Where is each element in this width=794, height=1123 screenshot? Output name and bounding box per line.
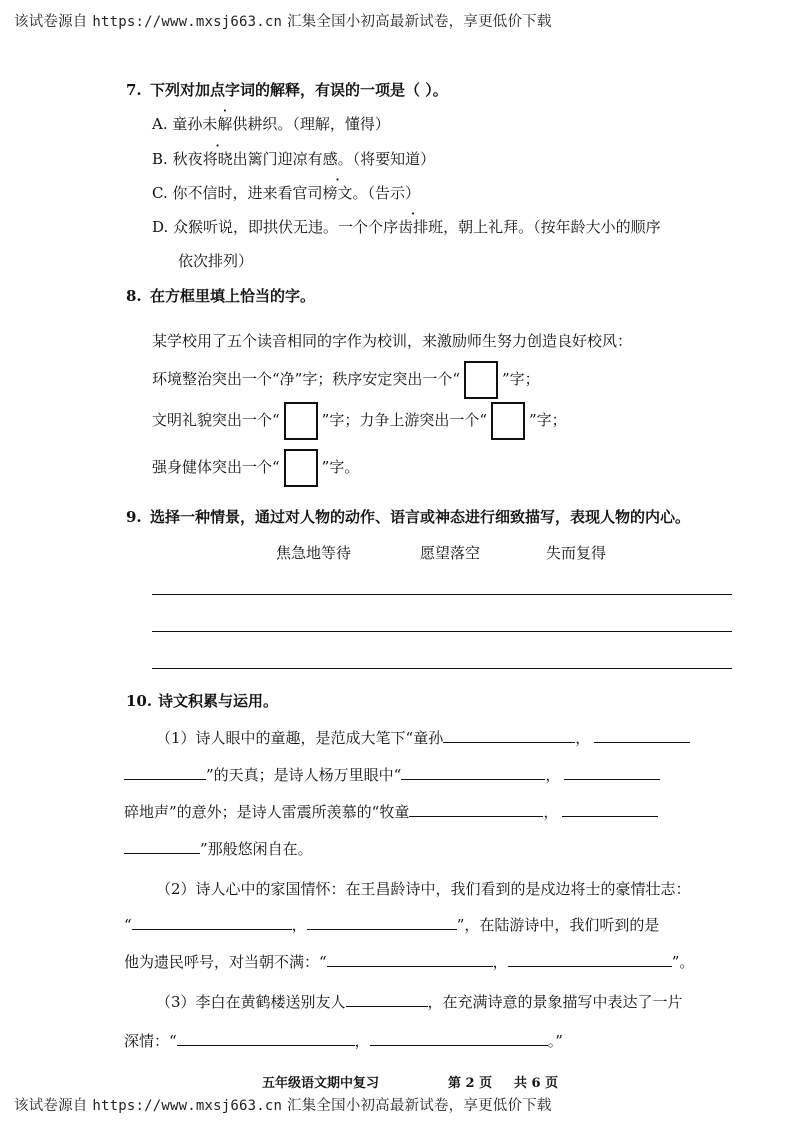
q9-choice-1: 焦急地等待	[276, 544, 352, 562]
question-text: 选择一种情景，通过对人物的动作、语言或神态进行细致描写，表现人物的内心。	[150, 508, 691, 526]
watermark-top	[14, 10, 552, 31]
q10-text: 。”	[547, 1032, 563, 1050]
dotted-word: 将晓	[202, 150, 233, 168]
option-prefix: A.	[152, 115, 168, 133]
q10-text: ”那般悠闲自在。	[200, 840, 313, 858]
option-text: 出篱门迎凉有感。（将要知道）	[232, 150, 436, 168]
q10-p3-line-2	[124, 1030, 563, 1051]
option-text: 。（告示）	[352, 184, 421, 202]
q8-line-3	[152, 448, 359, 487]
option-prefix: C.	[152, 184, 168, 202]
writing-line[interactable]	[152, 631, 732, 632]
question-7-title	[126, 79, 448, 100]
q10-text: 碎地声”的意外；是诗人雷震所羡慕的“牧童	[124, 803, 410, 821]
q10-text: ”的天真；是诗人杨万里眼中“	[206, 766, 402, 784]
q10-text: （1）诗人眼中的童趣，是范成大笔下“童孙	[156, 729, 444, 747]
q10-text: 深情：“	[124, 1032, 177, 1050]
q10-text: ，	[492, 953, 508, 971]
q7-option-d	[152, 216, 661, 237]
option-text: ，朝上礼拜。（按年龄大小的顺序	[443, 218, 661, 236]
q10-text: （3）李白在黄鹤楼送别友人	[156, 993, 346, 1011]
q8-text: ”字。	[321, 458, 360, 476]
question-8-title	[126, 285, 315, 306]
watermark-tail: 汇集全国小初高最新试卷，享更低价下载	[286, 1098, 552, 1114]
dotted-word: 榜文	[322, 184, 353, 202]
q10-p3-line-1	[156, 991, 683, 1012]
q7-option-c	[152, 182, 420, 203]
answer-blank[interactable]	[594, 728, 690, 743]
answer-blank[interactable]	[307, 915, 457, 930]
option-text: 你不信时，进来看官司	[172, 184, 323, 202]
q9-choice-2: 愿望落空	[420, 544, 481, 562]
option-text: 秋夜	[172, 150, 203, 168]
question-text: 下列对加点字词的解释，有误的一项是（ ）。	[150, 81, 448, 99]
q10-p1-line-2	[124, 764, 660, 785]
option-text: 供耕织。（理解，懂得）	[232, 115, 390, 133]
q10-text: ，	[545, 766, 561, 784]
q10-text: ”，在陆游诗中，我们听到的是	[456, 916, 660, 934]
option-text: 众猴听说，即拱伏无违。一个个	[173, 218, 384, 236]
footer-total: 共 6 页	[514, 1076, 559, 1091]
answer-blank[interactable]	[409, 802, 543, 817]
question-9-title	[126, 506, 690, 527]
q10-text: ，	[291, 916, 307, 934]
q8-text: 强身健体突出一个“	[152, 458, 280, 476]
q10-p1-line-3	[124, 801, 658, 822]
watermark-tail: 汇集全国小初高最新试卷，享更低价下载	[286, 14, 552, 30]
answer-blank[interactable]	[401, 765, 545, 780]
footer-subject: 五年级语文期中复习	[262, 1076, 380, 1091]
q8-text: ”字；	[502, 370, 540, 388]
q8-line-2	[152, 401, 567, 440]
answer-blank[interactable]	[443, 728, 575, 743]
q10-text: ，	[354, 1032, 370, 1050]
answer-blank[interactable]	[132, 915, 292, 930]
q10-text: ，	[575, 729, 591, 747]
watermark-url[interactable]: https://www.mxsj663.cn	[92, 1098, 283, 1114]
answer-blank[interactable]	[564, 765, 660, 780]
option-prefix: D.	[152, 218, 169, 236]
q8-text: ”字；力争上游突出一个“	[321, 411, 488, 429]
question-number: 9.	[126, 508, 142, 526]
watermark-label: 该试卷源自	[14, 1098, 88, 1114]
dotted-word: 序齿排班	[383, 218, 444, 236]
writing-line[interactable]	[152, 594, 732, 595]
q10-p1-line-1	[156, 727, 690, 748]
q8-text: 环境整治突出一个“净”字；秩序安定突出一个“	[152, 370, 461, 388]
q10-p1-line-4	[124, 838, 313, 859]
question-text: 在方框里填上恰当的字。	[150, 287, 316, 305]
answer-box[interactable]	[284, 449, 318, 487]
watermark-label: 该试卷源自	[14, 14, 88, 30]
q7-option-a	[152, 113, 390, 134]
q10-text: ，	[543, 803, 559, 821]
option-text: 童孙未	[172, 115, 218, 133]
writing-line[interactable]	[152, 668, 732, 669]
question-number: 7.	[126, 81, 142, 99]
question-text: 诗文积累与运用。	[158, 692, 279, 710]
q7-option-b	[152, 148, 435, 169]
dotted-word: 解	[217, 115, 233, 133]
q10-text: ，在充满诗意的景象描写中表达了一片	[427, 993, 683, 1011]
q10-p2-line-3	[124, 951, 694, 972]
answer-box[interactable]	[491, 402, 525, 440]
q7-option-d-continued: 依次排列）	[178, 252, 254, 270]
answer-blank[interactable]	[124, 765, 206, 780]
answer-box[interactable]	[284, 402, 318, 440]
answer-blank[interactable]	[508, 952, 672, 967]
q10-text: “	[124, 916, 132, 934]
q10-text: ”。	[671, 953, 695, 971]
answer-blank[interactable]	[562, 802, 658, 817]
footer-page: 第 2 页	[448, 1076, 493, 1091]
answer-blank[interactable]	[370, 1031, 548, 1046]
question-number: 10.	[126, 692, 153, 710]
q8-text: ”字；	[529, 411, 567, 429]
q10-text: 他为遗民呼号，对当朝不满：“	[124, 953, 327, 971]
answer-blank[interactable]	[124, 839, 200, 854]
answer-blank[interactable]	[327, 952, 493, 967]
option-prefix: B.	[152, 150, 168, 168]
q9-choice-3: 失而复得	[546, 544, 607, 562]
watermark-bottom	[14, 1094, 552, 1115]
q8-text: 文明礼貌突出一个“	[152, 411, 280, 429]
question-number: 8.	[126, 287, 142, 305]
answer-blank[interactable]	[177, 1031, 355, 1046]
answer-blank[interactable]	[346, 992, 428, 1007]
question-10-title	[126, 690, 278, 711]
q8-line-1	[152, 360, 540, 399]
watermark-url[interactable]: https://www.mxsj663.cn	[92, 14, 283, 30]
q10-p2-line-1: （2）诗人心中的家国情怀：在王昌龄诗中，我们看到的是戍边将士的豪情壮志：	[156, 880, 691, 898]
answer-box[interactable]	[464, 361, 498, 399]
q10-p2-line-2	[124, 914, 659, 935]
q8-intro: 某学校用了五个读音相同的字作为校训，来激励师生努力创造良好校风：	[152, 332, 633, 350]
